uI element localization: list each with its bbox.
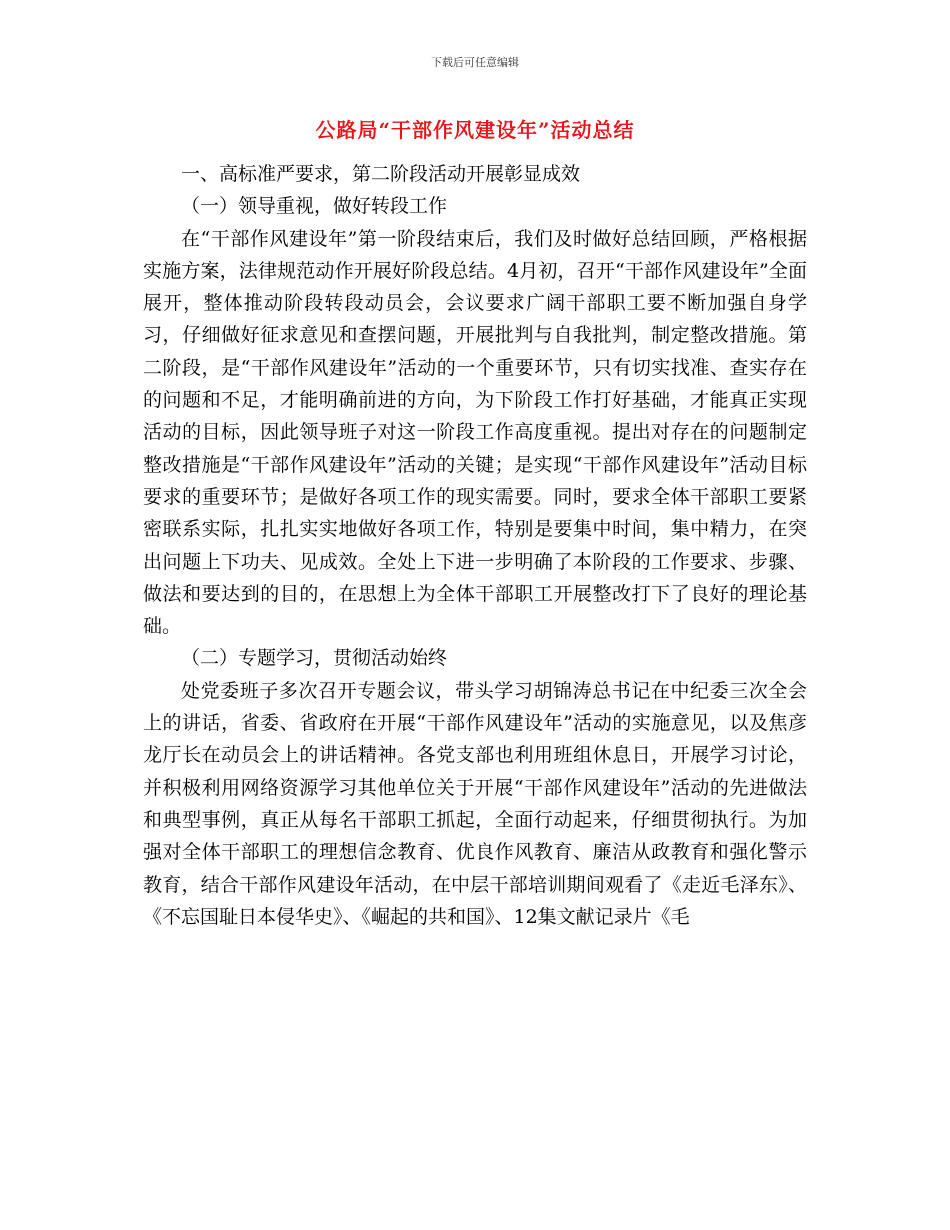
body-paragraph-2: 处党委班子多次召开专题会议，带头学习胡锦涛总书记在中纪委三次全会上的讲话，省委、省政府在开展“干部作风建设年”活动的实施意见，以及焦彦龙厅长在动员会上的讲话精神。各党支部也利用班组休息日，开展学习讨论，并积极利用网络资源学习其他单位关于开展“干部作风建设年”活动的先进做法和典型事例，真正从每名干部职工抓起，全面行动起来，仔细贯彻执行。为加强对全体干部职工的理想信念教育、优良作风教育、廉洁从政教育和强化警示教育，结合干部作风建设年活动，在中层干部培训期间观看了《走近毛泽东》、《不忘国耻日本侵华史》、《崛起的共和国》、12集文献记录片《毛 [143, 679, 807, 928]
body-paragraph-1: 在“干部作风建设年”第一阶段结束后，我们及时做好总结回顾，严格根据实施方案，法律规范动作开展好阶段总结。4月初，召开“干部作风建设年”全面展开，整体推动阶段转段动员会，会议要求广阔干部职工要不断加强自身学习，仔细做好征求意见和查摆问题，开展批判与自我批判，制定整改措施。第二阶段，是“干部作风建设年”活动的一个重要环节，只有切实找准、查实存在的问题和不足，才能明确前进的方向，为下阶段工作打好基础，才能真正实现活动的目标，因此领导班子对这一阶段工作高度重视。提出对存在的问题制定整改措施是“干部作风建设年”活动的关键；是实现“干部作风建设年”活动目标要求的重要环节；是做好各项工作的现实需要。同时，要求全体干部职工要紧密联系实际，扎扎实实地做好各项工作，特别是要集中时间，集中精力，在突出问题上下功夫、见成效。全处上下进一步明确了本阶段的工作要求、步骤、做法和要达到的目的，在思想上为全体干部职工开展整改打下了良好的理论基础。 [143, 227, 807, 638]
subsection-heading-1: （一）领导重视，做好转段工作 [181, 195, 448, 218]
header-note: 下载后可任意编辑 [431, 56, 519, 69]
document-body [143, 158, 807, 933]
subsection-heading-2: （二）专题学习，贯彻活动始终 [181, 647, 448, 670]
document-title: 公路局“干部作风建设年”活动总结 [315, 118, 635, 142]
section-heading-1: 一、高标准严要求，第二阶段活动开展彰显成效 [181, 163, 581, 185]
